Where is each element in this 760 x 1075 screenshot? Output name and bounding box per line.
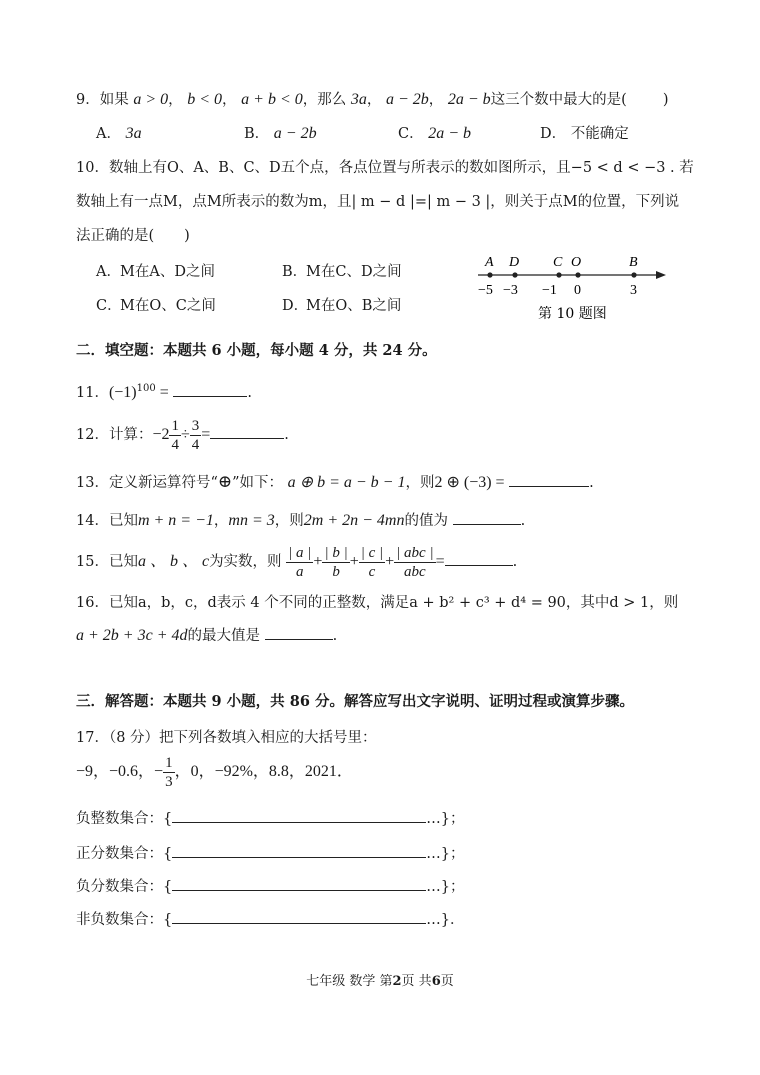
figure-caption: 第 10 题图	[538, 306, 607, 322]
q16-answer-blank[interactable]	[265, 625, 333, 640]
set-nonnegative: 非负数集合：{ …}．	[76, 909, 464, 930]
q11-answer-blank[interactable]	[173, 382, 247, 397]
point-c-label: C	[553, 255, 563, 270]
q15-frac-c: $\frac{| c |}{c}$	[360, 544, 384, 580]
q10-option-b[interactable]: M在C、D之间	[306, 264, 402, 280]
q9-stem: 9．如果 a > 0， b < 0， a + b < 0，那么 3a， a − 2b， 2a − b这三个数中最大的是( )	[76, 91, 669, 108]
q11: 11．$(-1)^{100}$ = .	[76, 383, 252, 401]
set-negative-integers: 负整数集合：{ …}；	[76, 808, 464, 829]
point-d-dot	[512, 272, 517, 277]
q15-frac-abc: $\frac{\text{| abc |}}{\text{abc}}$	[396, 544, 434, 580]
point-d-label: D	[509, 255, 520, 270]
q15: 15．已知a 、 b 、 c为实数，则 $\frac{| a |}{a}$ + $\frac{| b |}{b}$ + $\frac{| c |}{c}$ + $\frac{\text{| abc |}}{\text{abc}}$ = .	[76, 544, 518, 580]
tick-minus5: −5	[478, 283, 493, 298]
tick-0: 0	[574, 283, 581, 298]
q10-stem-line3: 法正确的是( )	[76, 228, 190, 244]
point-o-label: O	[571, 255, 582, 270]
set-positive-fractions: 正分数集合：{ …}；	[76, 843, 464, 864]
q12: 12．计算：−2 $\frac{1}{4}$ ÷ $\frac{3}{4}$ = .	[76, 417, 289, 453]
q10-option-b-label: B．	[282, 264, 308, 280]
number-line-figure	[470, 252, 670, 322]
q10-stem-line1: 10．数轴上有O、A、B、C、D五个点，各点位置与所表示的数如图所示，且−5 < d < −3 . 若	[76, 160, 694, 176]
q14-answer-blank[interactable]	[453, 510, 521, 525]
point-c-dot	[556, 272, 561, 277]
q16-line1: 16．已知a，b，c，d表示 4 个不同的正整数，满足a + b² + c³ + d⁴ = 90，其中d > 1，则	[76, 595, 679, 611]
set-nonnegative-blank[interactable]	[172, 909, 426, 924]
point-a-dot	[487, 272, 492, 277]
q13-answer-blank[interactable]	[509, 472, 589, 487]
q9-option-a[interactable]: A． 3a	[96, 125, 142, 142]
page-footer: 七年级 数学 第2页 共6页	[306, 974, 454, 989]
point-o-dot	[575, 272, 580, 277]
number-line-arrow	[656, 271, 666, 279]
section2-title: 二．填空题：本题共 6 小题，每小题 4 分，共 24 分。	[76, 342, 437, 359]
q10-option-c[interactable]: M在O、C之间	[120, 298, 216, 314]
point-b-label: B	[629, 255, 638, 270]
q10-option-a[interactable]: M在A、D之间	[120, 264, 215, 280]
q9-option-d[interactable]: D． 不能确定	[540, 126, 629, 142]
point-b-dot	[631, 272, 636, 277]
point-a-label: A	[485, 255, 494, 270]
q9-option-b[interactable]: B． a − 2b	[244, 125, 317, 142]
q10-option-a-label: A．	[96, 264, 121, 280]
set-negative-fractions: 负分数集合：{ …}；	[76, 876, 464, 897]
set-negative-fractions-blank[interactable]	[172, 876, 426, 891]
q14: 14．已知m + n = −1，mn = 3，则2m + 2n − 4mn的值为 .	[76, 512, 526, 529]
q9-option-c[interactable]: C． 2a − b	[398, 125, 472, 142]
oplus-symbol: ⊕	[217, 472, 233, 492]
tick-minus3: −3	[503, 283, 518, 298]
q10-option-d[interactable]: M在O、B之间	[306, 298, 402, 314]
q16-line2: a + 2b + 3c + 4d的最大值是 .	[76, 627, 338, 644]
q12-answer-blank[interactable]	[210, 424, 284, 439]
q10-option-d-label: D．	[282, 298, 309, 314]
section3-title: 三．解答题：本题共 9 小题，共 86 分。解答应写出文字说明、证明过程或演算步骤。	[76, 693, 634, 710]
q10-option-c-label: C．	[96, 298, 122, 314]
q10-stem-line2: 数轴上有一点M，点M所表示的数为m，且| m − d |=| m − 3 |，则关于点M的位置，下列说	[76, 194, 680, 210]
tick-minus1: −1	[542, 283, 557, 298]
q15-frac-b: $\frac{| b |}{b}$	[324, 544, 348, 580]
q15-answer-blank[interactable]	[445, 551, 513, 566]
q17-numbers: −9，−0.6，− $\frac{1}{3}$ ，0，−92%，8.8，2021．	[76, 754, 353, 790]
q17-header: 17．（8 分）把下列各数填入相应的大括号里：	[76, 730, 377, 746]
q15-frac-a: $\frac{| a |}{a}$	[288, 544, 312, 580]
set-negative-integers-blank[interactable]	[172, 808, 426, 823]
set-positive-fractions-blank[interactable]	[172, 843, 426, 858]
tick-3: 3	[630, 283, 637, 298]
q13: 13．定义新运算符号“⊕”如下： a ⊕ b = a − b − 1，则2 ⊕ (−3) = .	[76, 472, 594, 492]
